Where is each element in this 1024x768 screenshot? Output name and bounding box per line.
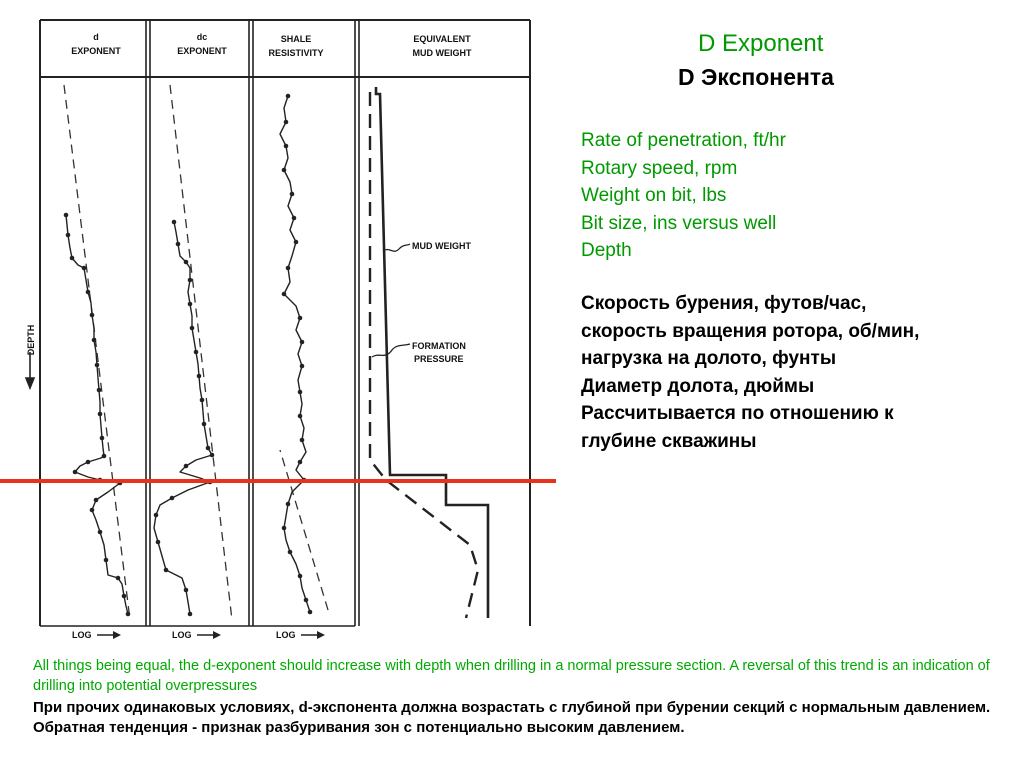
- column-header-shale-line2: RESISTIVITY: [268, 48, 324, 58]
- parameters-list-en: [581, 127, 1001, 265]
- svg-text:LOG: LOG: [72, 630, 92, 640]
- d-exponent-points: [64, 213, 131, 617]
- arrow-right-icon: [317, 631, 325, 639]
- column-header-mud-line2: MUD WEIGHT: [412, 48, 472, 58]
- slide-title-ru: D Экспонента: [678, 64, 834, 90]
- column-header-dc-line2: EXPONENT: [177, 46, 227, 56]
- parameter-item: Depth: [581, 240, 632, 261]
- parameter-item-ru: Диаметр долота, дюймы: [581, 375, 815, 397]
- note-russian: При прочих одинаковых условиях, d-экспонента должна возрастать с глубиной при бурении секций с нормальным давлением. Обратная тенденция - признак разбуривания зон с потенциально высоким давлением.: [33, 699, 991, 736]
- note-english: All things being equal, the d-exponent should increase with depth when drilling in a normal pressure section. A reversal of this trend is an indication of drilling into potential overpressures: [33, 658, 990, 694]
- column-header-mud-line1: EQUIVALENT: [413, 34, 471, 44]
- parameter-item-ru: нагрузка на долото, фунты: [581, 348, 837, 370]
- arrow-right-icon: [213, 631, 221, 639]
- parameter-item-ru: Рассчитывается по отношению к: [581, 403, 894, 425]
- parameter-item: Weight on bit, lbs: [581, 185, 727, 206]
- formation-pressure-leader: [372, 344, 410, 357]
- mud-weight-leader: [383, 244, 410, 251]
- column-header-dc-line1: dc: [196, 32, 208, 42]
- shale-resistivity-points: [282, 94, 313, 615]
- slide-title-en: D Exponent: [698, 30, 824, 57]
- mud-weight-annotation: MUD WEIGHT: [412, 241, 471, 251]
- parameter-item-ru: глубине скважины: [581, 430, 757, 452]
- parameter-item: Bit size, ins versus well: [581, 212, 777, 234]
- mud-weight-line: [376, 87, 488, 618]
- log-axis-dc: [172, 630, 221, 640]
- svg-text:LOG: LOG: [172, 630, 192, 640]
- well-log-figure: [0, 0, 560, 650]
- depth-axis-label: DEPTH: [26, 324, 36, 356]
- parameters-list-ru: [581, 290, 1021, 456]
- parameter-item-ru: Скорость бурения, футов/час,: [581, 293, 867, 314]
- column-header-d-line1: d: [93, 32, 99, 42]
- arrow-right-icon: [113, 631, 121, 639]
- depth-arrow-icon: [26, 352, 34, 388]
- column-header-d-line2: EXPONENT: [71, 46, 121, 56]
- log-axis-shale: [276, 630, 325, 640]
- d-exponent-curve: [66, 215, 128, 614]
- formation-pressure-annotation-line1: FORMATION: [412, 341, 466, 351]
- column-header-shale-line1: SHALE: [280, 34, 312, 44]
- parameter-item: Rate of penetration, ft/hr: [581, 130, 786, 151]
- parameter-item-ru: скорость вращения ротора, об/мин,: [581, 320, 920, 342]
- parameter-item: Rotary speed, rpm: [581, 157, 738, 179]
- formation-pressure-annotation-line2: PRESSURE: [414, 354, 464, 364]
- log-axis-d: [72, 630, 121, 640]
- dc-exponent-curve: [154, 222, 212, 614]
- svg-text:LOG: LOG: [276, 630, 296, 640]
